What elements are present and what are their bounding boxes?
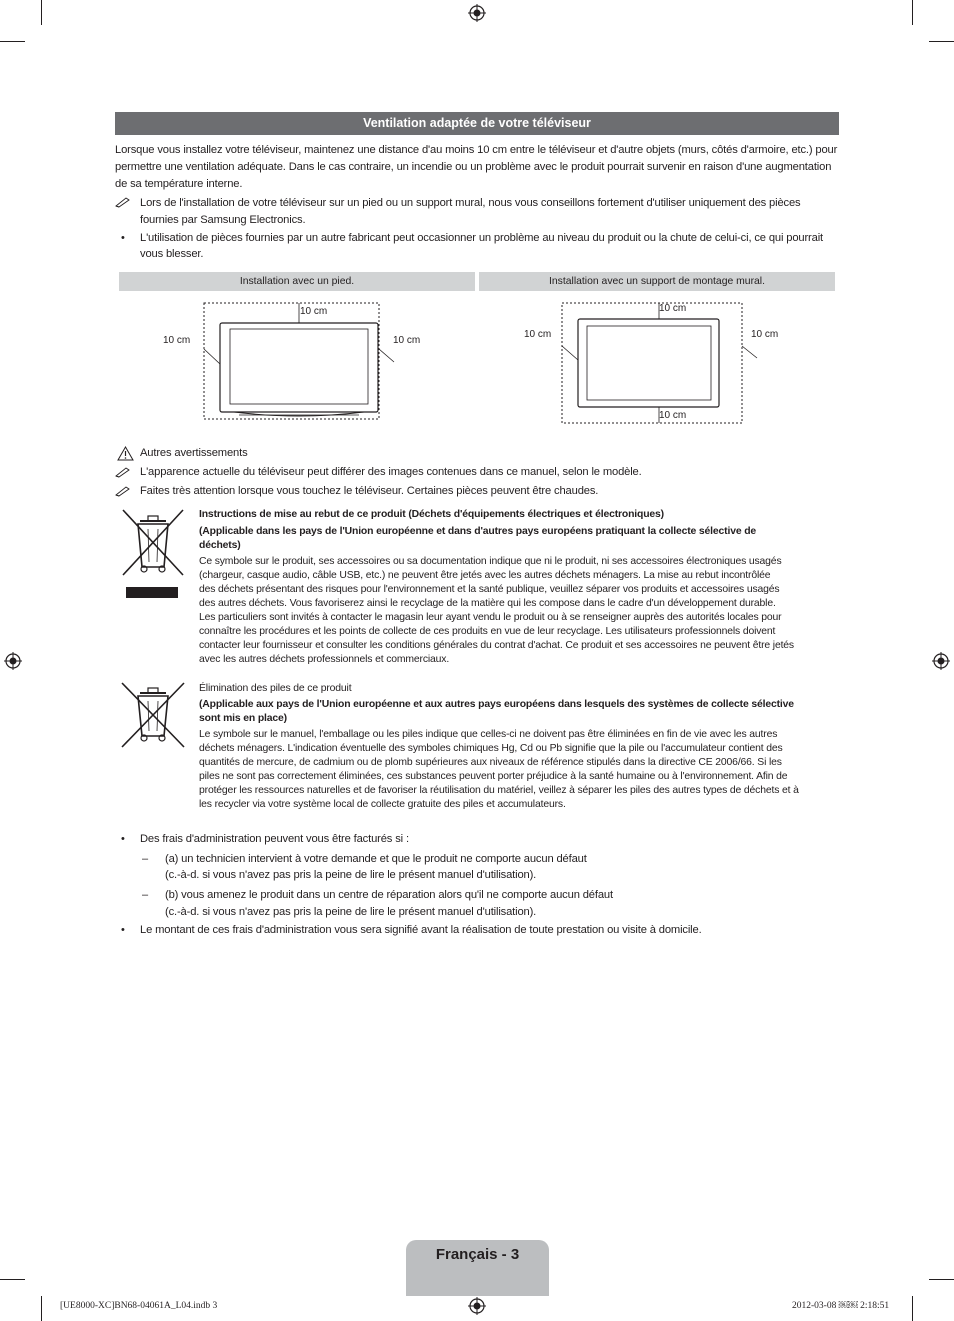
crop-mark xyxy=(929,1279,954,1280)
note-pencil-icon xyxy=(115,466,131,478)
battery-body-line: quantités de mercure, de cadmium ou de plomb supérieures aux niveaux de référence stipulés dans la directive CE 2006/66. Si les xyxy=(199,757,782,768)
weee-body-line: (chargeur, casque audio, câble USB, etc.) ne peuvent être jetés avec les autres déchets ménagers. La mise au rebut incontrôlée xyxy=(199,570,771,581)
battery-subtitle: (Applicable aux pays de l'Union européenne et aux autres pays européens dans lesquels des systèmes de collecte sélective xyxy=(199,699,794,710)
bullet-line: vous blesser. xyxy=(140,248,204,260)
warning-icon xyxy=(117,446,134,461)
crop-mark xyxy=(41,1296,42,1321)
dash-icon: – xyxy=(142,853,149,865)
crop-mark xyxy=(41,0,42,25)
weee-body-line: connaître les procédures et les points de collecte de ces produits en vue de leur recyclage. Les utilisateurs professionnels doivent xyxy=(199,626,776,637)
fees-dash-line: (c.-à-d. si vous n'avez pas pris la peine de lire le présent manuel d'utilisation). xyxy=(165,906,537,918)
weee-subtitle: (Applicable dans les pays de l'Union européenne et dans d'autres pays européens pratiquant la collecte sélective de xyxy=(199,526,757,537)
note-line: fournies par Samsung Electronics. xyxy=(140,214,306,226)
crop-mark xyxy=(0,41,25,42)
dash-icon: – xyxy=(142,889,149,901)
stand-installation-diagram xyxy=(119,294,475,428)
battery-body-line: Le symbole sur le manuel, l'emballage ou les piles indique que celles-ci ne doivent pas être éliminées en fin de vie avec les autres xyxy=(199,729,778,740)
fees-dash-line: (c.-à-d. si vous n'avez pas pris la peine de lire le présent manuel d'utilisation). xyxy=(165,869,537,881)
distance-label-left: 10 cm xyxy=(163,335,191,346)
weee-body-line: Les particuliers sont invités à contacter le magasin leur ayant vendu le produit ou à se renseigner auprès des autorités locales pour xyxy=(199,612,782,623)
fees-dash-line: (b) vous amenez le produit dans un centre de réparation alors qu'il ne comporte aucun défaut xyxy=(165,889,613,901)
battery-body-line: les recycler via votre système local de collecte gratuite des piles et accumulateurs. xyxy=(199,799,566,810)
battery-subtitle: sont mis en place) xyxy=(199,713,287,724)
weee-body-line: avec les autres déchets professionnels et commerciaux. xyxy=(199,654,450,665)
stand-diagram-title: Installation avec un pied. xyxy=(119,272,475,291)
distance-label-top: 10 cm xyxy=(300,306,328,317)
weee-title: Instructions de mise au rebut de ce produit (Déchets d'équipements électriques et électroniques) xyxy=(199,509,664,520)
distance-label-right: 10 cm xyxy=(751,329,779,340)
intro-line: de sa température interne. xyxy=(115,178,243,190)
crop-mark xyxy=(912,1296,913,1321)
crop-mark xyxy=(0,1279,25,1280)
wall-installation-diagram xyxy=(479,294,835,428)
crossed-bin-icon xyxy=(120,681,186,749)
warning-note: L'apparence actuelle du téléviseur peut différer des images contenues dans ce manuel, selon le modèle. xyxy=(140,466,642,478)
warning-note: Faites très attention lorsque vous touchez le téléviseur. Certaines pièces peuvent être chaudes. xyxy=(140,485,599,497)
battery-title: Élimination des piles de ce produit xyxy=(199,683,352,694)
fees-dash-line: (a) un technicien intervient à votre demande et que le produit ne comporte aucun défaut xyxy=(165,853,587,865)
registration-mark-icon xyxy=(4,652,22,670)
bullet-icon: • xyxy=(121,232,125,244)
registration-mark-icon xyxy=(468,4,486,22)
crossed-bin-icon xyxy=(120,507,186,599)
note-pencil-icon xyxy=(115,485,131,497)
page-label: Français - 3 xyxy=(435,1246,520,1263)
distance-label-right: 10 cm xyxy=(393,335,421,346)
intro-line: permettre une ventilation adéquate. Dans le cas contraire, un incendie ou un problème avec le produit pourrait survenir en raison d'une augmentation xyxy=(115,161,832,173)
distance-label-left: 10 cm xyxy=(524,329,552,340)
weee-subtitle: déchets) xyxy=(199,540,241,551)
intro-line: Lorsque vous installez votre téléviseur, maintenez une distance d'au moins 10 cm entre le téléviseur et d'autre objets (murs, côtés d'armoire, etc.) pour xyxy=(115,144,838,156)
bullet-line: L'utilisation de pièces fournies par un autre fabricant peut occasionner un problème au niveau du produit ou la chute de celui-ci, ce qui pourrait xyxy=(140,232,824,244)
bullet-icon: • xyxy=(121,924,125,936)
battery-body-line: protéger les ressources naturelles et de favoriser la réutilisation du matériel, veillez à séparer les piles des autres types de déchets et à xyxy=(199,785,799,796)
crop-mark xyxy=(912,0,913,25)
slug-left: [UE8000-XC]BN68-04061A_L04.indb 3 xyxy=(60,1301,218,1311)
slug-right: 2012-03-08 ￼￼ 2:18:51 xyxy=(792,1301,890,1311)
fees-bullet: Le montant de ces frais d'administration vous sera signifié avant la réalisation de toute prestation ou visite à domicile. xyxy=(140,924,702,936)
crop-mark xyxy=(929,41,954,42)
distance-label-top: 10 cm xyxy=(659,303,687,314)
distance-label-bottom: 10 cm xyxy=(659,410,687,421)
warnings-title: Autres avertissements xyxy=(140,447,248,459)
section-title: Ventilation adaptée de votre téléviseur xyxy=(115,112,839,135)
wall-diagram-title: Installation avec un support de montage mural. xyxy=(479,272,835,291)
weee-body-line: des déchets présentant des risques pour l'environnement et la santé publique, veuillez séparer vos produits et accessoires usagés xyxy=(199,584,780,595)
weee-body-line: des autres déchets. Vous favoriserez ainsi le recyclage de la matière qui les compose dans le cadre d'un développement durable. xyxy=(199,598,776,609)
fees-bullet: Des frais d'administration peuvent vous être facturés si : xyxy=(140,833,409,845)
registration-mark-icon xyxy=(932,652,950,670)
bullet-icon: • xyxy=(121,833,125,845)
weee-body-line: contacter leur fournisseur et consulter les conditions générales du contrat d'achat. Ce produit et ses accessoires ne peuvent être jetés xyxy=(199,640,794,651)
note-line: Lors de l'installation de votre téléviseur sur un pied ou un support mural, nous vous conseillons fortement d'utiliser uniquement des pièces xyxy=(140,197,801,209)
weee-body-line: Ce symbole sur le produit, ses accessoires ou sa documentation indique que ni le produit, ni ses accessoires électroniques usagés xyxy=(199,556,782,567)
battery-body-line: piles ne sont pas correctement éliminées, ces substances peuvent porter préjudice à la santé humaine ou à l'environnement. Afin de xyxy=(199,771,788,782)
battery-body-line: déchets ménagers. L'indication éventuelle des symboles chimiques Hg, Cd ou Pb signifie que la pile ou l'accumulateur contient des xyxy=(199,743,783,754)
note-pencil-icon xyxy=(115,196,131,208)
registration-mark-icon xyxy=(468,1297,486,1315)
